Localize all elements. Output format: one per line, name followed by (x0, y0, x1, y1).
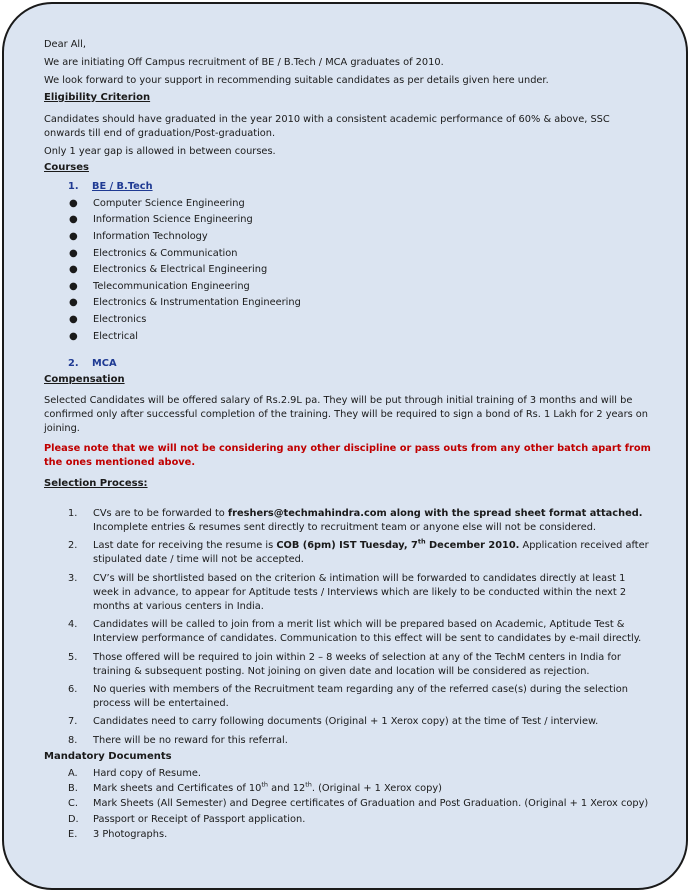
bullet-icon: ● (69, 197, 78, 209)
document-item: B. Mark sheets and Certificates of 10th and 12th. (Original + 1 Xerox copy) (68, 780, 442, 795)
bullet-icon: ● (69, 313, 78, 325)
course-be-label: BE / B.Tech (92, 180, 153, 192)
email-address: freshers@techmahindra.com along with the spread sheet format attached. (227, 507, 643, 519)
list-item: ● Electronics & Communication (44, 246, 652, 263)
course-mca-number: 2. (68, 358, 79, 370)
eligibility-text: Candidates should have graduated in the year 2010 with a consistent academic performance of 60% & above, SSC onwards till end of graduation/Post-graduation. (44, 113, 610, 140)
bullet-icon: ● (69, 330, 78, 342)
compensation-text: Selected Candidates will be offered salary of Rs.2.9L pa. They will be put through initial training of 3 months and will be confirmed only after successful completion of the training. They will be required to sign a bond of Rs. 1 Lakh for 2 years on joining. (44, 394, 649, 434)
course-mca-label: MCA (92, 358, 117, 370)
list-item: ● Electrical (44, 329, 652, 346)
intro-line-2: We look forward to your support in recommending suitable candidates as per details given here under. (44, 75, 549, 87)
document-item: E. 3 Photographs. (68, 828, 168, 840)
course-be-number: 1. (68, 180, 79, 192)
document-item: C. Mark Sheets (All Semester) and Degree certificates of Graduation and Post Graduation. (Original + 1 Xerox copy) (68, 798, 649, 810)
intro-line-1: We are initiating Off Campus recruitment of BE / B.Tech / MCA graduates of 2010. (44, 57, 444, 69)
bullet-icon: ● (69, 264, 78, 276)
list-item: ● Electronics & Electrical Engineering (44, 262, 652, 279)
list-item: ● Electronics (44, 312, 652, 329)
course-be-title (44, 180, 652, 194)
selection-step: 4. Candidates will be called to join from a merit list which will be prepared based on Academic, Aptitude Test & Interview performance of candidates. Communication to this effect will be sent to candidates by e-mail directly. (68, 619, 642, 645)
list-item: ● Telecommunication Engineering (44, 279, 652, 296)
selection-step: 3. CV’s will be shortlisted based on the criterion & intimation will be forwarded to candidates directly at least 1 week in advance, to appear for Aptitude tests / Interviews which are likely to be conducted within the next 2 months at various centers in India. (68, 572, 627, 613)
list-item: ● Information Science Engineering (44, 212, 652, 229)
mandatory-heading: Mandatory Documents (44, 750, 172, 762)
list-item: ● Information Technology (44, 229, 652, 246)
document-body (44, 36, 652, 842)
selection-step: 1. CVs are to be forwarded to freshers@techmahindra.com along with the spread sheet format attached. Incomplete entries & resumes sent directly to recruitment team or anyone else will not be considered. (68, 507, 643, 533)
selection-step: 2. Last date for receiving the resume is COB (6pm) IST Tuesday, 7th December 2010. Application received after stipulated date / time will not be accepted. (68, 537, 649, 566)
selection-step: 8. There will be no reward for this referral. (68, 734, 288, 746)
gap-note: Only 1 year gap is allowed in between courses. (44, 146, 276, 158)
selection-step: 6. No queries with members of the Recruitment team regarding any of the referred case(s) during the selection process will be entertained. (68, 684, 628, 710)
bullet-icon: ● (69, 297, 78, 309)
list-item: ● Electronics & Instrumentation Engineering (44, 295, 652, 312)
bullet-icon: ● (69, 247, 78, 259)
document-item: D. Passport or Receipt of Passport application. (68, 813, 306, 825)
selection-steps (44, 507, 652, 748)
eligibility-heading: Eligibility Criterion (44, 91, 151, 103)
document-item: A. Hard copy of Resume. (68, 768, 202, 780)
bullet-icon: ● (69, 280, 78, 292)
list-item: ● Computer Science Engineering (44, 196, 652, 213)
mandatory-documents-list (44, 766, 652, 842)
be-branch-list (44, 196, 652, 345)
bullet-icon: ● (69, 214, 78, 226)
course-mca-title (44, 357, 652, 371)
greeting: Dear All, (44, 39, 86, 50)
warning-note: Please note that we will not be considering any other discipline or pass outs from any other batch apart from the ones mentioned above. (44, 443, 651, 469)
selection-heading: Selection Process: (44, 477, 148, 489)
courses-heading: Courses (44, 162, 89, 174)
selection-step: 7. Candidates need to carry following documents (Original + 1 Xerox copy) at the time of Test / interview. (68, 716, 599, 728)
compensation-heading: Compensation (44, 374, 125, 386)
bullet-icon: ● (69, 231, 78, 243)
selection-step: 5. Those offered will be required to join within 2 – 8 weeks of selection at any of the TechM centers in India for training & subsequent posting. Not joining on given date and location will be considered as rejection. (68, 651, 621, 677)
